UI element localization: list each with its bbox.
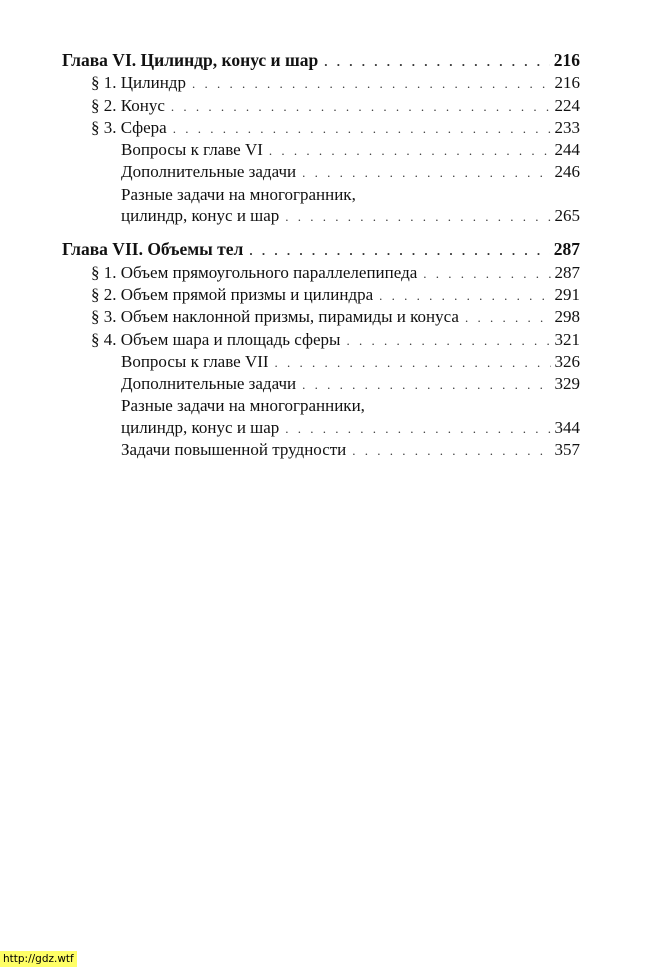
- chapter-section: [62, 239, 580, 461]
- dot-leader: [324, 51, 549, 72]
- watermark-link[interactable]: http://gdz.wtf: [0, 951, 77, 967]
- entry-title: цилиндр, конус и шар: [121, 206, 280, 226]
- entry-title: Дополнительные задачи: [121, 374, 297, 394]
- dot-leader: [275, 352, 551, 373]
- page-number: 291: [554, 284, 580, 304]
- page-number: 244: [554, 140, 580, 160]
- entry-title: Задачи повышенной трудности: [121, 440, 347, 460]
- dot-leader: [423, 263, 550, 284]
- page-number: 326: [554, 351, 580, 371]
- dot-leader: [379, 285, 550, 306]
- page-number: 329: [554, 374, 580, 394]
- dot-leader: [269, 140, 551, 161]
- toc-entry: [62, 72, 580, 94]
- dot-leader: [173, 118, 551, 139]
- toc-entry: [62, 306, 580, 328]
- page-number: 265: [554, 206, 580, 226]
- toc-entry-continued: [62, 184, 580, 205]
- entry-title: § 3. Сфера: [91, 117, 167, 137]
- toc-entry: [62, 161, 580, 183]
- page-number: 344: [554, 417, 580, 437]
- page-number: 357: [554, 440, 580, 460]
- dot-leader: [285, 206, 550, 227]
- toc-entry: [62, 373, 580, 395]
- page-number: 216: [553, 50, 580, 70]
- chapter-section: [62, 50, 580, 227]
- toc-entry: [62, 262, 580, 284]
- toc-entry: [62, 95, 580, 117]
- chapter-title: Глава VII. Объемы тел: [62, 239, 244, 260]
- page-number: 287: [553, 239, 580, 260]
- chapter-title: Глава VI. Цилиндр, конус и шар: [62, 50, 319, 70]
- entry-title: § 4. Объем шара и площадь сферы: [91, 329, 341, 349]
- dot-leader: [465, 307, 551, 328]
- dot-leader: [302, 374, 550, 395]
- dot-leader: [249, 240, 549, 261]
- dot-leader: [285, 418, 550, 439]
- page-number: 298: [554, 307, 580, 327]
- page-number: 321: [554, 329, 580, 349]
- table-of-contents: [62, 50, 580, 473]
- toc-entry: [62, 284, 580, 306]
- entry-title: Вопросы к главе VI: [121, 140, 263, 160]
- page-number: 233: [554, 117, 580, 137]
- toc-entry-continued: [62, 395, 580, 416]
- entry-title: Дополнительные задачи: [121, 162, 297, 182]
- chapter-heading: [62, 50, 580, 72]
- entry-title: Разные задачи на многогранники,: [121, 396, 365, 416]
- page-number: 224: [554, 95, 580, 115]
- dot-leader: [346, 330, 550, 351]
- toc-entry: [62, 139, 580, 161]
- entry-title: Вопросы к главе VII: [121, 351, 269, 371]
- page-number: 216: [554, 73, 580, 93]
- entry-title: § 1. Цилиндр: [91, 73, 186, 93]
- entry-title: § 1. Объем прямоугольного параллелепипеда: [91, 262, 418, 282]
- toc-entry: [62, 329, 580, 351]
- dot-leader: [302, 162, 550, 183]
- toc-entry: [62, 439, 580, 461]
- entry-title: § 2. Объем прямой призмы и цилиндра: [91, 284, 374, 304]
- toc-entry: [62, 351, 580, 373]
- entry-title: цилиндр, конус и шар: [121, 417, 280, 437]
- chapter-heading: [62, 239, 580, 261]
- dot-leader: [192, 73, 551, 94]
- toc-entry: [62, 417, 580, 439]
- dot-leader: [352, 440, 550, 461]
- entry-title: § 3. Объем наклонной призмы, пирамиды и конуса: [91, 307, 459, 327]
- page-number: 246: [554, 162, 580, 182]
- toc-entry: [62, 205, 580, 227]
- entry-title: Разные задачи на многогранник,: [121, 184, 356, 204]
- page-number: 287: [554, 262, 580, 282]
- entry-title: § 2. Конус: [91, 95, 165, 115]
- toc-entry: [62, 117, 580, 139]
- dot-leader: [171, 96, 551, 117]
